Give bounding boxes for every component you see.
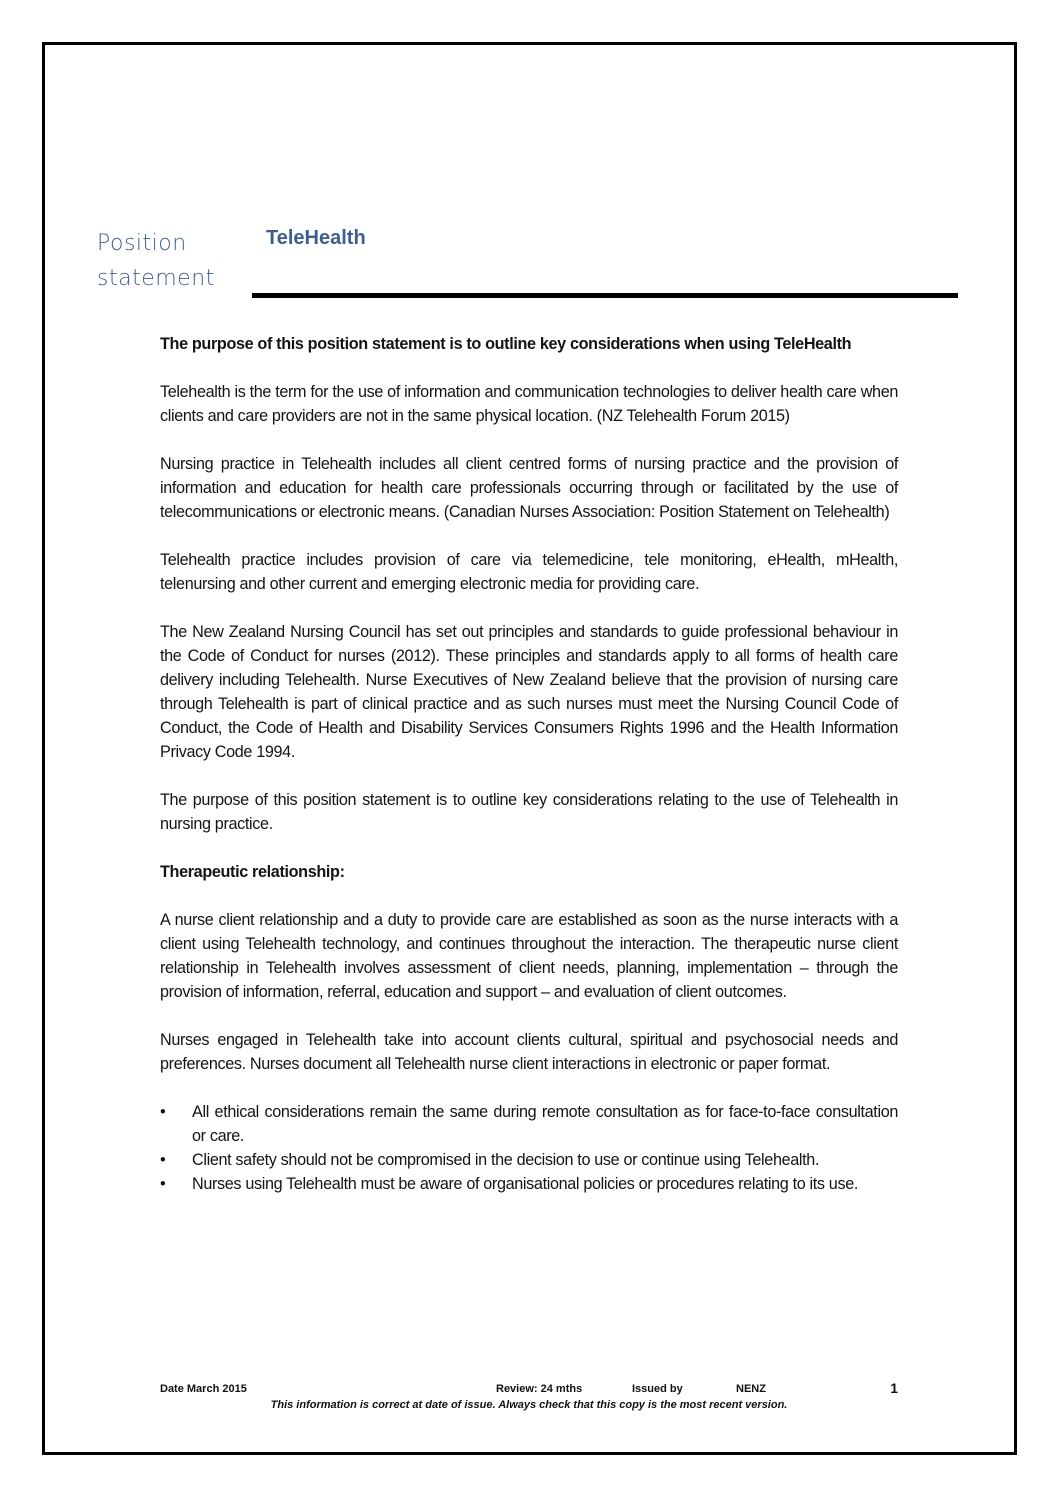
document-type-line-1: Position [97, 231, 187, 256]
paragraph-purpose: The purpose of this position statement is to outline key considerations relating to the use of Telehealth in nursing practice. [160, 791, 898, 833]
section-paragraph-relationship: A nurse client relationship and a duty to provide care are established as soon as the nurse interacts with a client using Telehealth technology, and continues throughout the interaction. The therapeutic nurse client relationship in Telehealth involves assessment of client needs, planning, implementation – through the provision of information, referral, education and support – and evaluation of client outcomes. [160, 911, 898, 1001]
list-item [160, 1100, 898, 1148]
bullet-icon: • [160, 1175, 166, 1193]
page-footer [160, 1380, 898, 1411]
bullet-icon: • [160, 1151, 166, 1169]
list-item-text: All ethical considerations remain the same during remote consultation as for face-to-face consultation or care. [192, 1103, 898, 1145]
title-rule [252, 293, 958, 298]
document-type-label [97, 226, 215, 296]
footer-issued-by-label: Issued by [632, 1383, 683, 1395]
bullet-icon: • [160, 1103, 166, 1121]
document-type-line-2: statement [97, 266, 215, 291]
paragraph-definition: Telehealth is the term for the use of information and communication technologies to deliver health care when clients and care providers are not in the same physical location. (NZ Telehealth Forum 2015) [160, 383, 898, 425]
footer-disclaimer: This information is correct at date of issue. Always check that this copy is the most recent version. [270, 1399, 788, 1411]
considerations-list [160, 1100, 898, 1196]
footer-issuer: NENZ [736, 1383, 766, 1395]
document-body [160, 332, 898, 1196]
paragraph-telehealth-practice: Telehealth practice includes provision of care via telemedicine, tele monitoring, eHealth, mHealth, telenursing and other current and emerging electronic media for providing care. [160, 551, 898, 593]
paragraph-nursing-council: The New Zealand Nursing Council has set out principles and standards to guide professional behaviour in the Code of Conduct for nurses (2012). These principles and standards apply to all forms of health care delivery including Telehealth. Nurse Executives of New Zealand believe that the provision of nursing care through Telehealth is part of clinical practice and as such nurses must meet the Nursing Council Code of Conduct, the Code of Health and Disability Services Consumers Rights 1996 and the Health Information Privacy Code 1994. [160, 623, 898, 761]
list-item [160, 1172, 898, 1196]
footer-review: Review: 24 mths [496, 1383, 583, 1395]
list-item-text: Nurses using Telehealth must be aware of organisational policies or procedures relating to its use. [192, 1175, 858, 1193]
section-heading: Therapeutic relationship: [160, 863, 345, 881]
footer-date: Date March 2015 [160, 1383, 247, 1395]
intro-statement: The purpose of this position statement is to outline key considerations when using TeleHealth [160, 335, 852, 353]
page-number: 1 [890, 1380, 898, 1396]
page-title: TeleHealth [266, 227, 366, 249]
section-paragraph-culture: Nurses engaged in Telehealth take into account clients cultural, spiritual and psychosocial needs and preferences. Nurses document all Telehealth nurse client interactions in electronic or paper format. [160, 1031, 898, 1073]
list-item [160, 1148, 898, 1172]
paragraph-nursing-practice: Nursing practice in Telehealth includes all client centred forms of nursing practice and the provision of information and education for health care professionals occurring through or facilitated by the use of telecommunications or electronic means. (Canadian Nurses Association: Position Statement on Telehealth) [160, 455, 898, 521]
list-item-text: Client safety should not be compromised in the decision to use or continue using Telehealth. [192, 1151, 820, 1169]
